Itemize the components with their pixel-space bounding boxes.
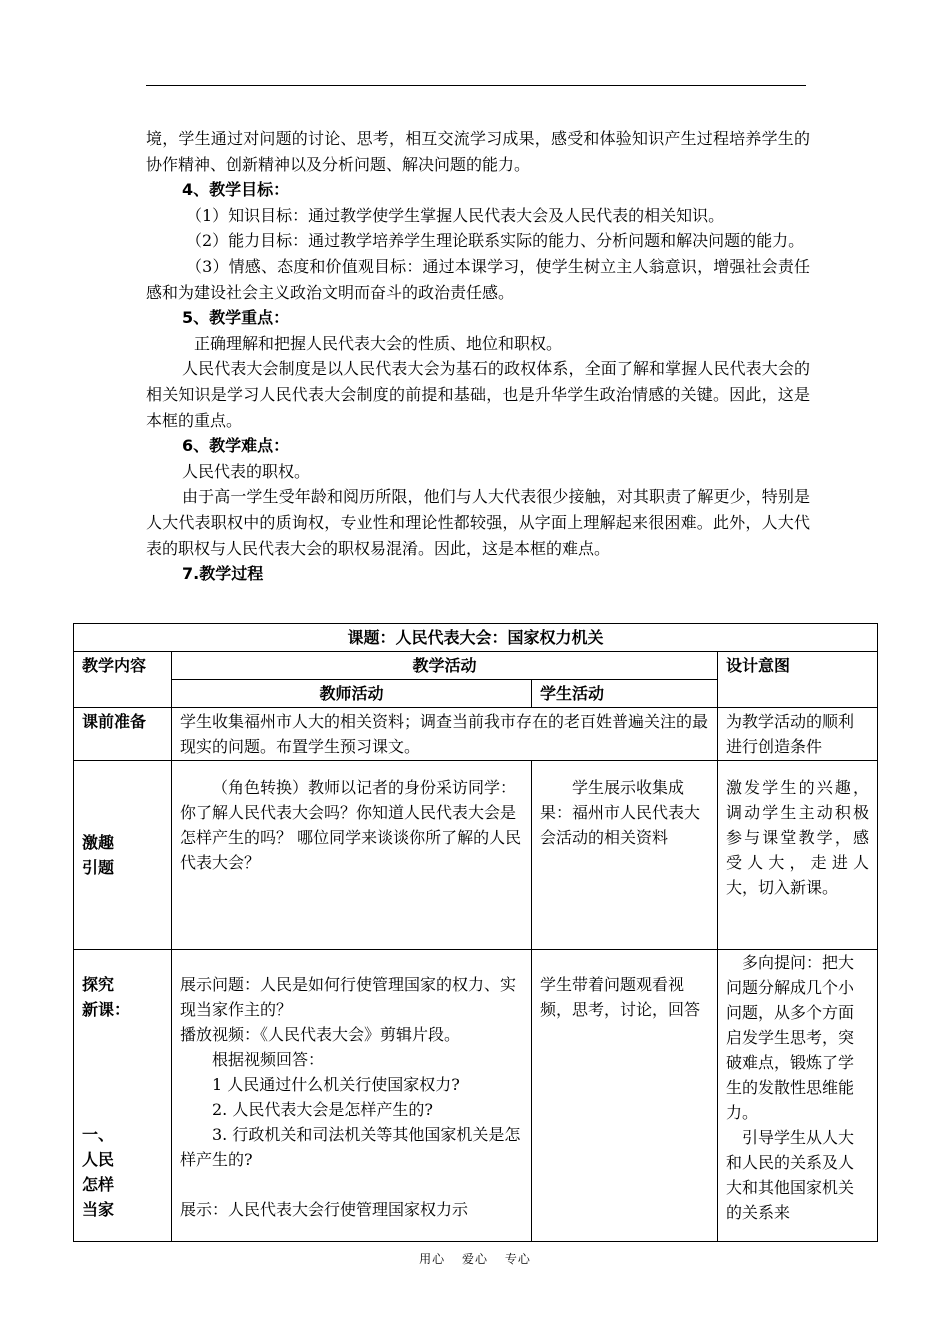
explore-design-1: 多向提问：把大问题分解成几个小问题，从多个方面启发学生思考，突破难点，锻炼了学生的发散性思维能力。 — [726, 953, 855, 1122]
prep-activity: 学生收集福州市人大的相关资料；调查当前我市存在的老百姓普遍关注的最现实的问题。布置学生预习课文。 — [172, 708, 718, 761]
row-label-intro — [74, 761, 172, 950]
explore-design-2: 引导学生从人大和人民的关系及人大和其他国家机关的关系来 — [726, 1128, 855, 1222]
section-heading-process: 7.教学过程 — [182, 564, 264, 584]
explore-teacher-q1: 1 人民通过什么机关行使国家权力? — [212, 1075, 460, 1094]
table-title-row — [74, 624, 878, 652]
header-teacher: 教师活动 — [172, 680, 532, 708]
footer-word-3: 专心 — [504, 1252, 531, 1266]
key-point-summary: 正确理解和把握人民代表大会的性质、地位和职权。 — [194, 333, 563, 353]
teaching-process-table — [73, 623, 878, 1242]
row-label-prep: 课前准备 — [74, 708, 172, 761]
explore-teacher-show: 展示：人民代表大会行使管理国家权力示 — [180, 1200, 469, 1219]
table-header-row — [74, 652, 878, 680]
row-label-explore-line2: 新课： — [82, 1000, 131, 1019]
footer-word-1: 用心 — [419, 1252, 446, 1266]
row-label-explore-line6: 当家 — [82, 1200, 115, 1219]
row-label-intro-line1: 激趣 — [82, 833, 115, 852]
explore-teacher-prompt: 根据视频回答： — [212, 1050, 325, 1069]
goal-ability: （2）能力目标：通过教学培养学生理论联系实际的能力、分析问题和解决问题的能力。 — [186, 231, 805, 251]
explore-teacher-q2: 2. 人民代表大会是怎样产生的? — [212, 1100, 433, 1119]
footer-word-2: 爱心 — [461, 1252, 488, 1266]
intro-student: 学生展示收集成果：福州市人民代表大会活动的相关资料 — [532, 761, 718, 950]
row-label-explore-line5: 怎样 — [82, 1175, 115, 1194]
explore-student: 学生带着问题观看视频，思考，讨论，回答 — [532, 950, 718, 1242]
row-label-explore — [74, 950, 172, 1242]
header-rule — [146, 85, 806, 86]
difficulty-explanation: 由于高一学生受年龄和阅历所限，他们与人大代表很少接触，对其职责了解更少，特别是人大代表职权中的质询权，专业性和理论性都较强，从字面上理解起来很困难。此外，人大代表的职权与人民代表大会的职权易混淆。因此，这是本框的难点。 — [146, 487, 810, 558]
goal-knowledge: （1）知识目标：通过教学使学生掌握人民代表大会及人民代表的相关知识。 — [186, 205, 725, 225]
page-footer — [0, 1250, 950, 1267]
table-row-intro — [74, 761, 878, 950]
table-row-prep — [74, 708, 878, 761]
explore-teacher — [172, 950, 532, 1242]
section-heading-key-points: 5、教学重点： — [182, 308, 290, 328]
header-student: 学生活动 — [532, 680, 718, 708]
section-heading-goals: 4、教学目标： — [182, 180, 290, 200]
explore-teacher-q3: 3. 行政机关和司法机关等其他国家机关是怎样产生的? — [180, 1125, 521, 1169]
row-label-explore-line3: 一、 — [82, 1125, 115, 1144]
intro-paragraph: 境，学生通过对问题的讨论、思考，相互交流学习成果，感受和体验知识产生过程培养学生的协作精神、创新精神以及分析问题、解决问题的能力。 — [146, 129, 810, 174]
header-content: 教学内容 — [74, 652, 172, 708]
intro-teacher: （角色转换）教师以记者的身份采访同学：你了解人民代表大会吗？你知道人民代表大会是怎样产生的吗？ 哪位同学来谈谈你所了解的人民代表大会？ — [172, 761, 532, 950]
goal-emotion: （3）情感、态度和价值观目标：通过本课学习，使学生树立主人翁意识，增强社会责任感和为建设社会主义政治文明而奋斗的政治责任感。 — [146, 256, 810, 302]
header-activity: 教学活动 — [172, 652, 718, 680]
explore-design — [718, 950, 878, 1242]
row-label-explore-line4: 人民 — [82, 1150, 115, 1169]
prep-design: 为教学活动的顺利进行创造条件 — [718, 708, 878, 761]
difficulty-summary: 人民代表的职权。 — [182, 461, 311, 481]
table-row-explore — [74, 950, 878, 1242]
row-label-intro-line2: 引题 — [82, 858, 115, 877]
section-heading-difficulties: 6、教学难点： — [182, 436, 290, 456]
lesson-title: 课题：人民代表大会：国家权力机关 — [74, 624, 878, 652]
intro-design: 激发学生的兴趣，调动学生主动积极参与课堂教学，感受人大，走进人大，切入新课。 — [718, 761, 878, 950]
document-body — [146, 126, 810, 587]
header-design: 设计意图 — [718, 652, 878, 708]
explore-teacher-video: 播放视频：《人民代表大会》剪辑片段。 — [180, 1025, 461, 1044]
explore-teacher-question: 展示问题：人民是如何行使管理国家的权力、实现当家作主的？ — [180, 975, 517, 1019]
key-point-explanation: 人民代表大会制度是以人民代表大会为基石的政权体系，全面了解和掌握人民代表大会的相关知识是学习人民代表大会制度的前提和基础，也是升华学生政治情感的关键。因此，这是本框的重点。 — [146, 359, 810, 430]
row-label-explore-line1: 探究 — [82, 975, 115, 994]
